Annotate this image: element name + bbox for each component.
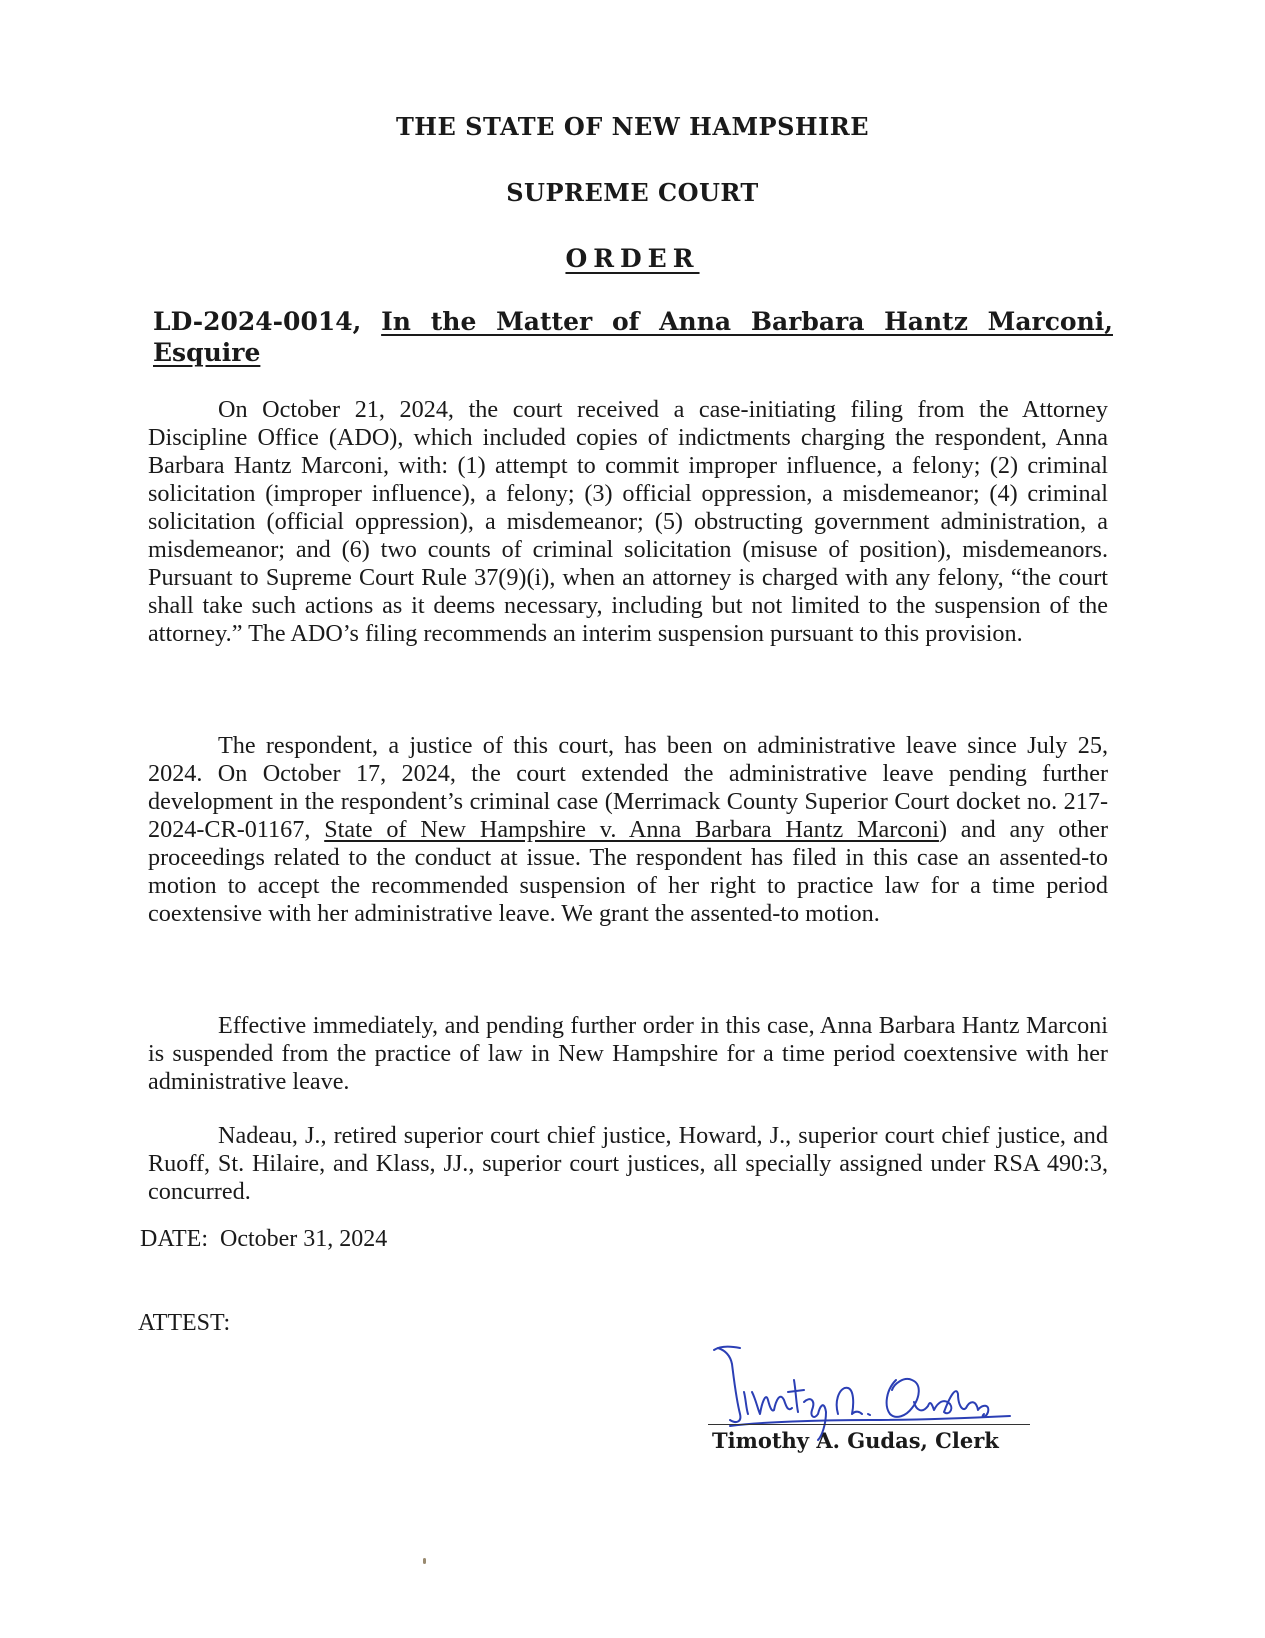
signature-line bbox=[708, 1424, 1030, 1425]
order-heading: ORDER bbox=[565, 244, 700, 273]
state-heading: THE STATE OF NEW HAMPSHIRE bbox=[395, 112, 870, 141]
paragraph-filing: On October 21, 2024, the court received a case-initiating filing from the Attorney Discipline Office (ADO), which included copies of indictments charging the respondent, Anna Barbara Hantz Marconi, with: (1) attempt to commit improper influence, a felony; (2) criminal solicitation (improper influence), a felony; (3) official oppression, a misdemeanor; (4) criminal solicitation (official oppression), a misdemeanor; (5) obstructing government administration, a misdemeanor; and (6) two counts of criminal solicitation (misuse of position), misdemeanors. Pursuant to Supreme Court Rule 37(9)(i), when an attorney is charged with any felony, “the court shall take such actions as it deems necessary, including but not limited to the suspension of the attorney.” The ADO’s filing recommends an interim suspension pursuant to this provision. bbox=[148, 396, 1108, 647]
attest-label: ATTEST: bbox=[138, 1310, 231, 1336]
date-label: DATE: bbox=[140, 1226, 208, 1252]
case-title: In the Matter of Anna Barbara Hantz Marconi, Esquire bbox=[153, 307, 1113, 367]
date-value: October 31, 2024 bbox=[220, 1226, 388, 1252]
paragraph-concurrence: Nadeau, J., retired superior court chief justice, Howard, J., superior court chief justice, and Ruoff, St. Hilaire, and Klass, JJ., superior court justices, all specially assigned under RSA 490:3, concurred. bbox=[148, 1122, 1108, 1205]
paragraph-respondent bbox=[148, 732, 1108, 928]
criminal-case-name: State of New Hampshire v. Anna Barbara Hantz Marconi bbox=[324, 816, 939, 843]
paragraph-suspension: Effective immediately, and pending further order in this case, Anna Barbara Hantz Marconi is suspended from the practice of law in New Hampshire for a time period coextensive with her administrative leave. bbox=[148, 1012, 1108, 1095]
paragraph-respondent-text-a: The respondent, a justice of this court, has been on administrative leave since July 25, 2024. On October 17, 2024, the court extended the administrative leave pending further development in the respondent’s criminal case (Merrimack County Superior Court docket no. 217-2024-CR-01167, bbox=[148, 732, 1108, 843]
clerk-name: Timothy A. Gudas, Clerk bbox=[712, 1428, 999, 1453]
order-date bbox=[140, 1226, 387, 1253]
case-caption bbox=[153, 306, 1113, 368]
paragraph-respondent-text-b: ) and any other proceedings related to the conduct at issue. The respondent has filed in this case an assented-to motion to accept the recommended suspension of her right to practice law for a time period coextensive with her administrative leave. We grant the assented-to motion. bbox=[148, 816, 1108, 927]
docket-number: LD-2024-0014, bbox=[153, 307, 362, 336]
scan-speck bbox=[423, 1558, 426, 1564]
court-heading: SUPREME COURT bbox=[506, 178, 759, 207]
